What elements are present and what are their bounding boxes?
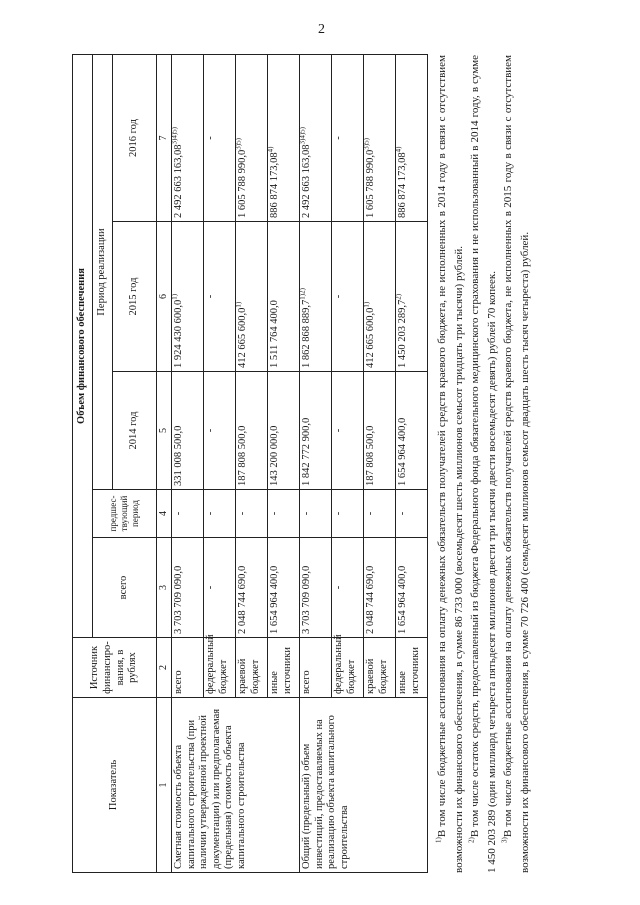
total-cell: 2 048 744 690,0 xyxy=(236,538,268,638)
y2015-cell: 1 924 430 600,0$^{1)}$ xyxy=(172,222,204,372)
prior-cell: - xyxy=(236,490,268,538)
y2014-cell: - xyxy=(332,372,364,490)
col-number: 2 xyxy=(157,638,172,698)
total-cell: - xyxy=(204,538,236,638)
y2016-cell: 1 605 788 $990,0^{3)5)}$ xyxy=(236,55,268,222)
source-cell: иные источники xyxy=(396,638,428,698)
y2015-cell: 412 665 600,0$^{1)}$ xyxy=(364,222,396,372)
source-cell: всего xyxy=(172,638,204,698)
source-cell: всего xyxy=(300,638,332,698)
table-row xyxy=(300,55,332,873)
y2015-cell: 1 511 764 400,0 xyxy=(268,222,300,372)
col-number: 7 xyxy=(157,55,172,222)
financing-table xyxy=(72,54,428,873)
prior-cell: - xyxy=(396,490,428,538)
source-cell: краевой бюджет xyxy=(364,638,396,698)
indicator-cell: Общий (предельный) объем инвестиций, предоставляемых на реализацию объекта капитального строительства xyxy=(300,698,428,873)
header-indicator: Показатель xyxy=(73,698,157,873)
col-number: 1 xyxy=(157,698,172,873)
footnotes xyxy=(434,55,533,873)
y2014-cell: 1 842 772 900,0 xyxy=(300,372,332,490)
header-prior: предшес-твующий период xyxy=(93,490,157,538)
prior-cell: - xyxy=(364,490,396,538)
header-2015: 2015 год xyxy=(113,222,157,372)
page-number: 2 xyxy=(318,22,325,37)
y2015-cell: - xyxy=(332,222,364,372)
col-number: 4 xyxy=(157,490,172,538)
y2015-cell: 1 450 203 289,7$^{2)}$ xyxy=(396,222,428,372)
y2016-cell: 2 492 663 $163,08^{3)4)5)}$ xyxy=(172,55,204,222)
footnote: $^{3)}$В том числе бюджетные ассигнования на оплату денежных обязательств получателей средств краевого бюджета, не исполненных в 2015 году в связи с отсутствием возможности их финансового обеспечения, в сумме 70 726 400 (семьдесят миллионов семьсот двадцать шесть тысяч четыреста) рублей. xyxy=(500,55,531,873)
prior-cell: - xyxy=(332,490,364,538)
y2016-cell: 1 605 788 $990,0^{3)5)}$ xyxy=(364,55,396,222)
col-number: 3 xyxy=(157,538,172,638)
header-total: всего xyxy=(93,538,157,638)
source-cell: краевой бюджет xyxy=(236,638,268,698)
total-cell: 3 703 709 090,0 xyxy=(172,538,204,638)
prior-cell: - xyxy=(268,490,300,538)
y2014-cell: 1 654 964 400,0 xyxy=(396,372,428,490)
y2014-cell: 187 808 500,0 xyxy=(236,372,268,490)
header-source: Источник финансиро-вания, в рублях xyxy=(73,638,157,698)
total-cell: 1 654 964 400,0 xyxy=(268,538,300,638)
header-2014: 2014 год xyxy=(113,372,157,490)
y2015-cell: 1 862 868 $889,7^{1)2)}$ xyxy=(300,222,332,372)
y2016-cell: - xyxy=(204,55,236,222)
prior-cell: - xyxy=(300,490,332,538)
y2014-cell: 187 808 500,0 xyxy=(364,372,396,490)
prior-cell: - xyxy=(204,490,236,538)
prior-cell: - xyxy=(172,490,204,538)
y2016-cell: 886 874 173,08$^{4)}$ xyxy=(396,55,428,222)
header-period: Период реализации xyxy=(93,55,113,490)
source-cell: иные источники xyxy=(268,638,300,698)
header-2016: 2016 год xyxy=(113,55,157,222)
table-row xyxy=(172,55,204,873)
y2016-cell: 886 874 173,08$^{4)}$ xyxy=(268,55,300,222)
y2014-cell: 331 008 500,0 xyxy=(172,372,204,490)
footnote: $^{2)}$В том числе остаток средств, предоставленный из бюджета Федерального фонда обязательного медицинского страхования и не использованный в 2014 году, в сумме 1 450 203 289 (один миллиард четыреста пятьдесят миллионов двести три тысячи двести восемьдесят девять) рублей 70 копеек. xyxy=(467,55,498,873)
rotated-page-content xyxy=(72,55,567,873)
indicator-cell: Сметная стоимость объекта капитального строительства (при наличии утвержденной проектной документации) или предполагаемая (предельная) стоимость объекта капитального строительства xyxy=(172,698,300,873)
col-number: 6 xyxy=(157,222,172,372)
header-volume: Объем финансового обеспечения xyxy=(73,55,93,638)
footnote: $^{1)}$В том числе бюджетные ассигнования на оплату денежных обязательств получателей средств краевого бюджета, не исполненных в 2014 году в связи с отсутствием возможности их финансового обеспечения, в сумме 86 733 000 (восемьдесят шесть миллионов семьсот тридцать три тысячи) рублей. xyxy=(434,55,465,873)
total-cell: 1 654 964 400,0 xyxy=(396,538,428,638)
col-number: 5 xyxy=(157,372,172,490)
y2015-cell: - xyxy=(204,222,236,372)
y2014-cell: 143 200 000,0 xyxy=(268,372,300,490)
y2015-cell: 412 665 600,0$^{1)}$ xyxy=(236,222,268,372)
y2016-cell: 2 492 663 $163,08^{3)4)5)}$ xyxy=(300,55,332,222)
total-cell: - xyxy=(332,538,364,638)
source-cell: федеральный бюджет xyxy=(332,638,364,698)
y2016-cell: - xyxy=(332,55,364,222)
total-cell: 2 048 744 690,0 xyxy=(364,538,396,638)
y2014-cell: - xyxy=(204,372,236,490)
total-cell: 3 703 709 090,0 xyxy=(300,538,332,638)
source-cell: федеральный бюджет xyxy=(204,638,236,698)
